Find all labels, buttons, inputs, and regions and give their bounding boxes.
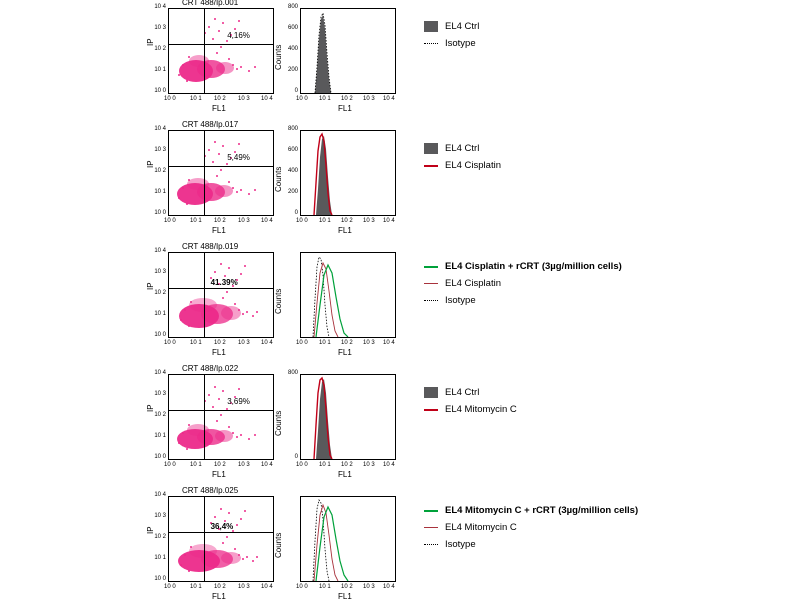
legend-label: EL4 Mitomycin C [445,522,517,533]
scatter-xlabel-2: FL1 [212,226,226,235]
scatter-ylabel-1: IP [146,38,155,46]
quadrant-horizontal-divider [169,532,273,533]
legend-label: EL4 Ctrl [445,387,480,398]
legend-item [424,401,517,418]
scatter-xlabel-4: FL1 [212,470,226,479]
quadrant-percent-5: 36,4% [210,522,234,532]
legend-swatch-dotted-icon [424,539,438,550]
scatter-title-1: CRT 488/Ip.001 [182,0,239,7]
legend-label: EL4 Mitomycin C + rCRT (3µg/million cells) [445,505,639,516]
scatter-xlabel-5: FL1 [212,592,226,601]
scatter-plot-4 [146,364,274,479]
scatter-yticks-2: 10 4 10 3 10 2 10 1 10 0 [154,126,166,216]
legend-item [424,157,501,174]
legend-label: Isotype [445,539,476,550]
quadrant-percent-2: 5,49% [227,152,250,162]
panel-row-1 [0,0,800,112]
histogram-ylabel-2: Counts [274,166,283,192]
legend-swatch-filled-icon [424,387,438,398]
histogram-ylabel-3: Counts [274,288,283,314]
legend-swatch-red-line-icon [424,160,438,171]
histogram-plot-4 [274,370,396,479]
legend-swatch-filled-icon [424,143,438,154]
legend-3 [424,258,622,309]
histogram-curves-1 [301,9,395,93]
histogram-plot-1 [274,4,396,113]
scatter-xticks-5: 10 0 10 1 10 2 10 3 10 4 [164,584,273,590]
quadrant-percent-4: 3,69% [227,396,250,406]
legend-swatch-thin-red-line-icon [424,278,438,289]
histogram-xticks-3: 10 0 10 1 10 2 10 3 10 4 [296,340,395,346]
quadrant-percent-3: 41.39% [210,278,238,288]
scatter-ylabel-3: IP [146,282,155,290]
legend-label: EL4 Cisplatin [445,278,501,289]
histogram-xticks-5: 10 0 10 1 10 2 10 3 10 4 [296,584,395,590]
scatter-yticks-1: 10 4 10 3 10 2 10 1 10 0 [154,4,166,94]
histogram-curves-4 [301,375,395,459]
scatter-yticks-4: 10 4 10 3 10 2 10 1 10 0 [154,370,166,460]
histogram-yticks-1: 800 600 400 200 0 [287,4,298,94]
histogram-yticks-4: 800 0 [287,370,298,460]
scatter-xticks-1: 10 0 10 1 10 2 10 3 10 4 [164,96,273,102]
histogram-xticks-2: 10 0 10 1 10 2 10 3 10 4 [296,218,395,224]
scatter-xlabel-1: FL1 [212,104,226,113]
scatter-xlabel-3: FL1 [212,348,226,357]
scatter-xticks-4: 10 0 10 1 10 2 10 3 10 4 [164,462,273,468]
legend-item [424,35,479,52]
legend-swatch-dotted-icon [424,295,438,306]
legend-item [424,258,622,275]
histogram-yticks-2: 800 600 400 200 0 [287,126,298,216]
scatter-points-3 [169,253,273,337]
histogram-box-3 [300,252,396,338]
histogram-xlabel-3: FL1 [338,348,352,357]
panel-row-5 [0,488,800,600]
legend-label: EL4 Ctrl [445,21,480,32]
quadrant-horizontal-divider [169,44,273,45]
quadrant-vertical-divider [204,375,205,459]
quadrant-percent-1: 4,16% [227,30,250,40]
legend-2 [424,140,501,174]
legend-swatch-green-line-icon [424,505,438,516]
scatter-plot-5 [146,486,274,601]
histogram-ylabel-5: Counts [274,532,283,558]
legend-item [424,140,501,157]
scatter-ylabel-5: IP [146,526,155,534]
scatter-title-4: CRT 488/Ip.022 [182,364,239,373]
legend-swatch-red-line-icon [424,404,438,415]
scatter-box-5 [168,496,274,582]
histogram-plot-3 [274,252,396,357]
quadrant-horizontal-divider [169,166,273,167]
scatter-plot-3 [146,242,274,357]
legend-item [424,275,622,292]
histogram-ylabel-4: Counts [274,410,283,436]
legend-label: EL4 Mitomycin C [445,404,517,415]
legend-label: EL4 Cisplatin + rCRT (3µg/million cells) [445,261,622,272]
scatter-box-1 [168,8,274,94]
legend-4 [424,384,517,418]
legend-item [424,292,622,309]
quadrant-horizontal-divider [169,410,273,411]
histogram-ylabel-1: Counts [274,44,283,70]
scatter-points-4 [169,375,273,459]
histogram-xticks-4: 10 0 10 1 10 2 10 3 10 4 [296,462,395,468]
histogram-xticks-1: 10 0 10 1 10 2 10 3 10 4 [296,96,395,102]
scatter-ylabel-2: IP [146,160,155,168]
scatter-yticks-5: 10 4 10 3 10 2 10 1 10 0 [154,492,166,582]
panel-row-4 [0,366,800,478]
scatter-box-3 [168,252,274,338]
scatter-xticks-3: 10 0 10 1 10 2 10 3 10 4 [164,340,273,346]
scatter-xticks-2: 10 0 10 1 10 2 10 3 10 4 [164,218,273,224]
scatter-ylabel-4: IP [146,404,155,412]
histogram-plot-2 [274,126,396,235]
legend-swatch-dotted-icon [424,38,438,49]
scatter-points-2 [169,131,273,215]
histogram-curves-2 [301,131,395,215]
histogram-box-2 [300,130,396,216]
histogram-xlabel-4: FL1 [338,470,352,479]
histogram-yticks-3 [280,248,298,340]
legend-swatch-green-line-icon [424,261,438,272]
scatter-title-3: CRT 488/Ip.019 [182,242,239,251]
panel-row-3 [0,244,800,356]
quadrant-vertical-divider [204,497,205,581]
legend-swatch-filled-icon [424,21,438,32]
scatter-box-2 [168,130,274,216]
histogram-box-5 [300,496,396,582]
scatter-points-1 [169,9,273,93]
histogram-box-1 [300,8,396,94]
scatter-yticks-3: 10 4 10 3 10 2 10 1 10 0 [154,248,166,338]
legend-label: EL4 Ctrl [445,143,480,154]
legend-5 [424,502,638,553]
legend-1 [424,18,479,52]
scatter-title-2: CRT 488/Ip.017 [182,120,239,129]
quadrant-vertical-divider [204,131,205,215]
histogram-xlabel-2: FL1 [338,226,352,235]
legend-item [424,536,638,553]
scatter-box-4 [168,374,274,460]
quadrant-vertical-divider [204,253,205,337]
quadrant-horizontal-divider [169,288,273,289]
legend-label: EL4 Cisplatin [445,160,501,171]
histogram-curves-5 [301,497,395,581]
legend-item [424,519,638,536]
histogram-curves-3 [301,253,395,337]
legend-item [424,18,479,35]
histogram-yticks-5 [280,492,298,584]
scatter-points-5 [169,497,273,581]
scatter-plot-1 [146,0,274,113]
histogram-plot-5 [274,496,396,601]
legend-swatch-thin-red-line-icon [424,522,438,533]
legend-label: Isotype [445,38,476,49]
histogram-xlabel-1: FL1 [338,104,352,113]
legend-label: Isotype [445,295,476,306]
histogram-xlabel-5: FL1 [338,592,352,601]
quadrant-vertical-divider [204,9,205,93]
scatter-title-5: CRT 488/Ip.025 [182,486,239,495]
panel-row-2 [0,122,800,234]
histogram-box-4 [300,374,396,460]
legend-item [424,384,517,401]
scatter-plot-2 [146,120,274,235]
legend-item [424,502,638,519]
